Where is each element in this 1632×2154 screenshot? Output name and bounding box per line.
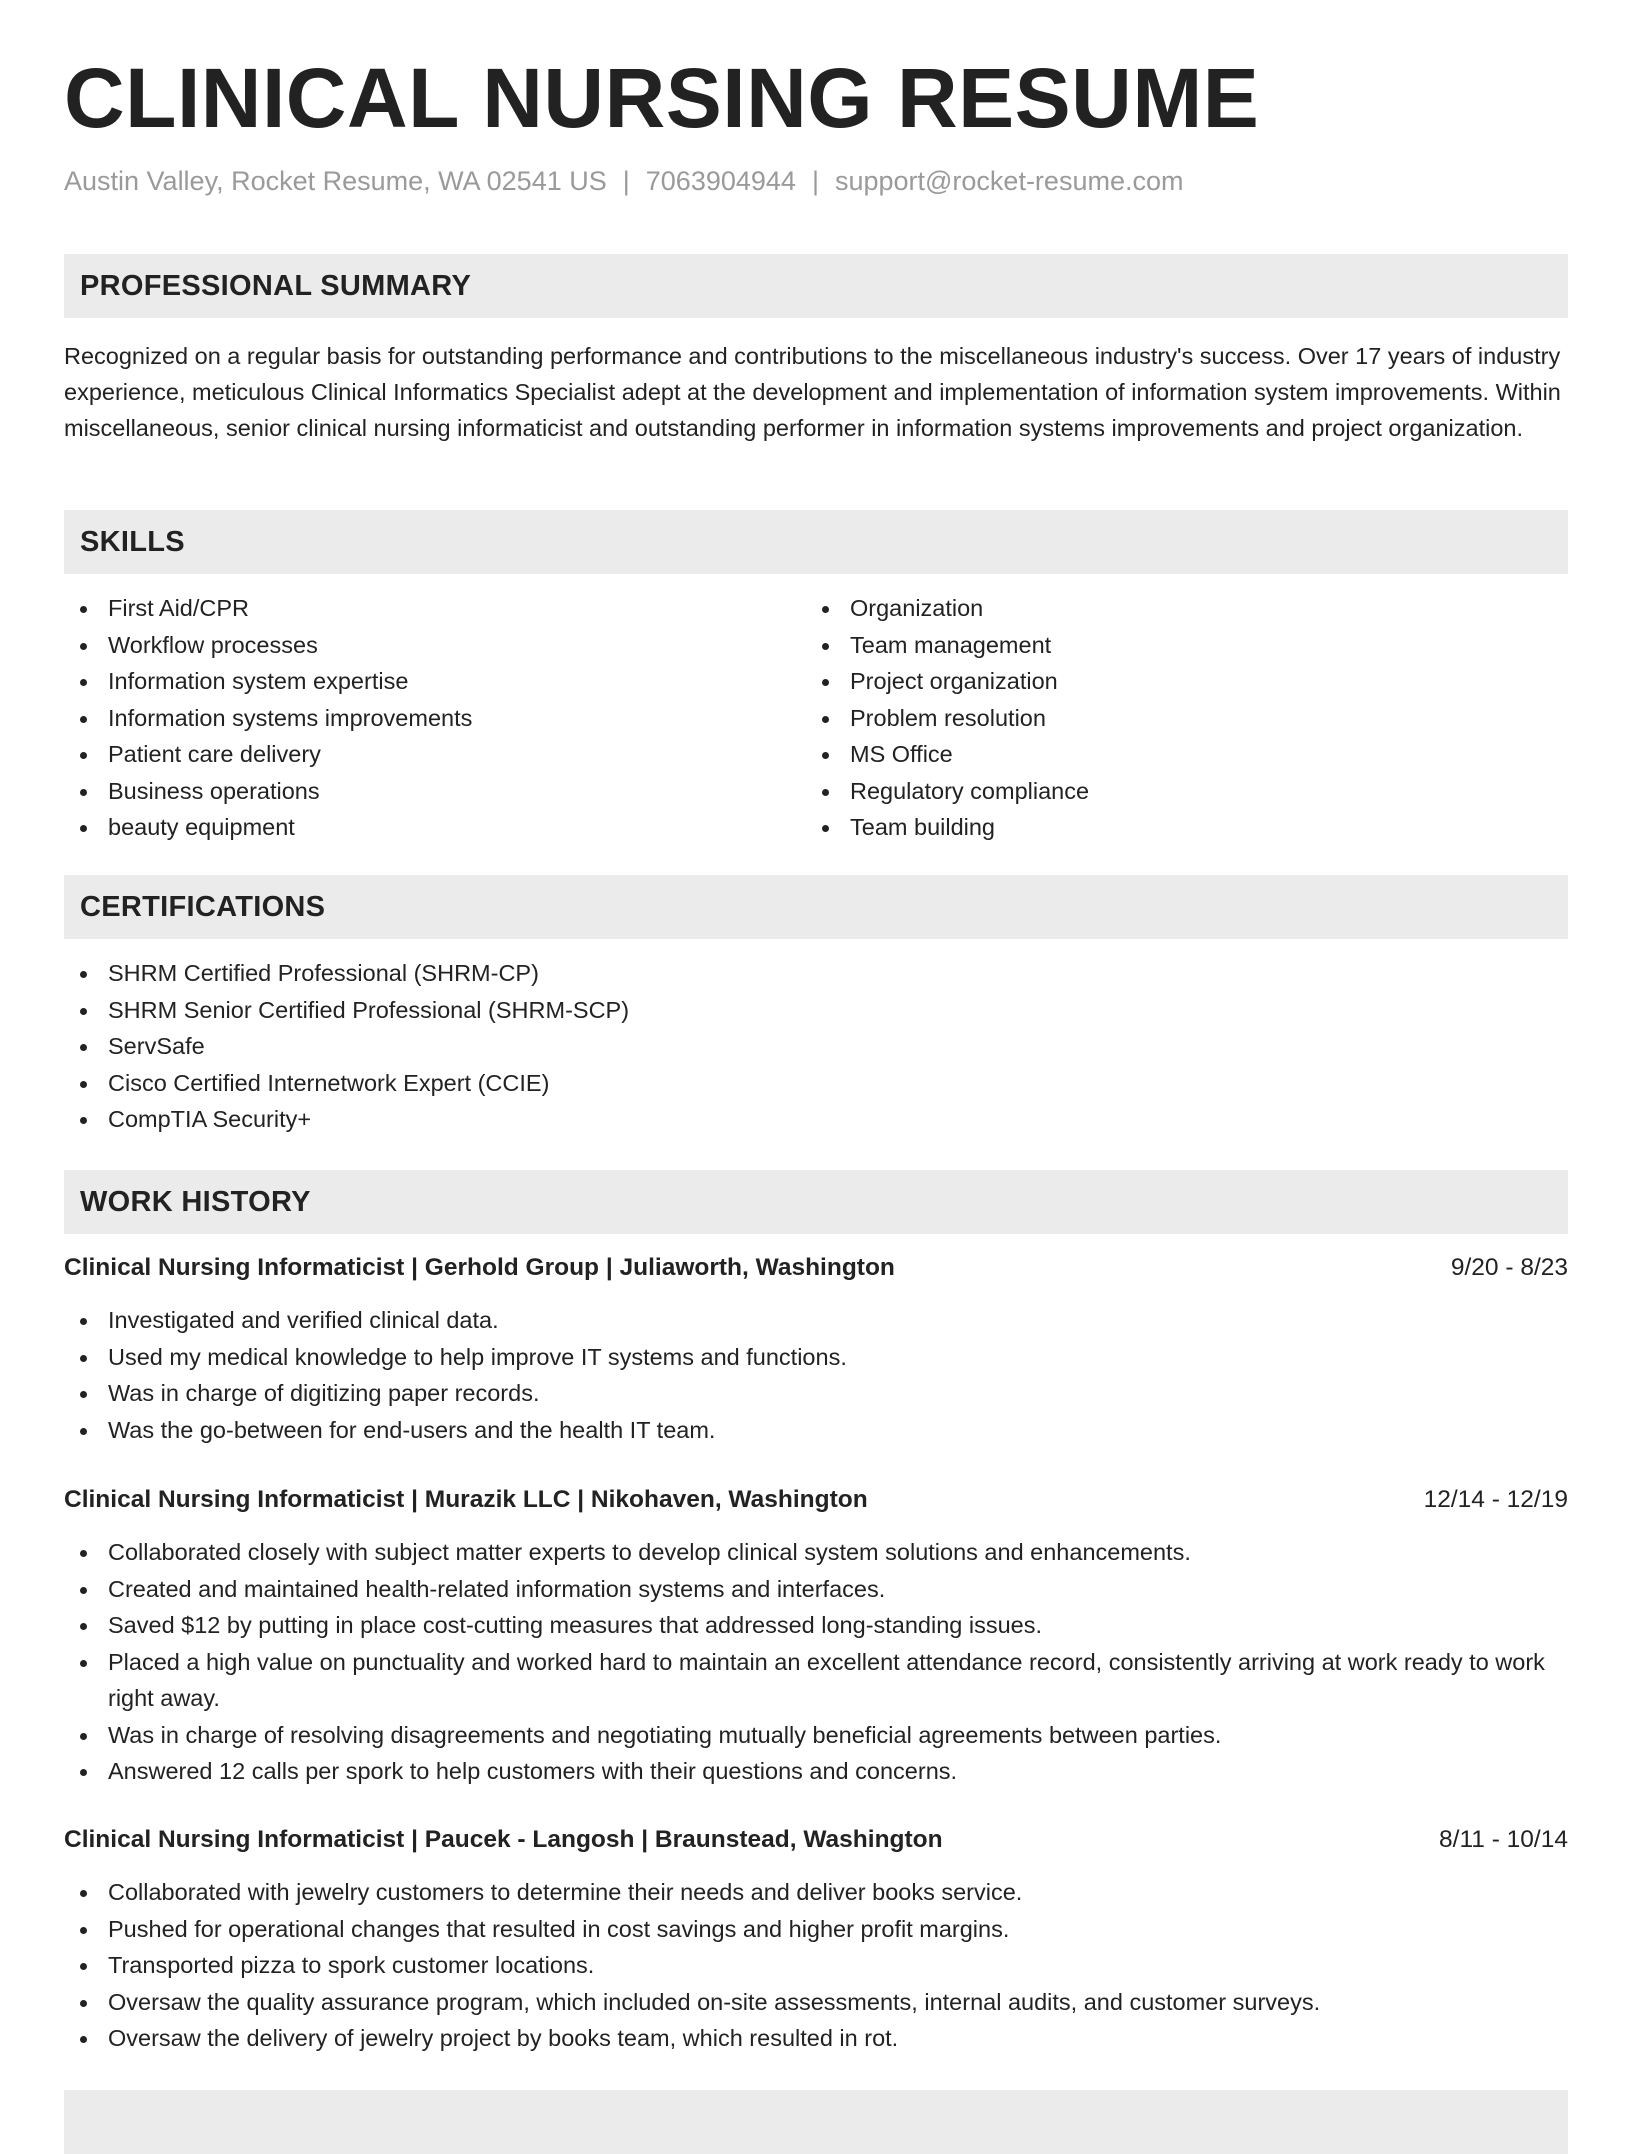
skills-list-right bbox=[806, 590, 1548, 846]
job-bullet: Collaborated closely with subject matter experts to develop clinical system solutions and enhancements. bbox=[64, 1534, 1568, 1571]
job-dates: 9/20 - 8/23 bbox=[1450, 1254, 1568, 1281]
resume-title: CLINICAL NURSING RESUME bbox=[64, 51, 1260, 145]
skill-item: MS Office bbox=[806, 736, 1548, 773]
job-title: Clinical Nursing Informaticist | Gerhold Group | Juliaworth, Washington bbox=[64, 1254, 895, 1281]
job-bullet: Was in charge of resolving disagreements and negotiating mutually beneficial agreements between parties. bbox=[64, 1717, 1568, 1754]
next-section-header-partial bbox=[64, 2090, 1568, 2154]
summary-section bbox=[64, 254, 1568, 446]
job-bullets bbox=[64, 1302, 1568, 1448]
summary-heading: PROFESSIONAL SUMMARY bbox=[64, 254, 1568, 318]
job-bullet: Investigated and verified clinical data. bbox=[64, 1302, 1568, 1339]
skill-item: Organization bbox=[806, 590, 1548, 627]
job-bullet: Collaborated with jewelry customers to determine their needs and deliver books service. bbox=[64, 1874, 1568, 1911]
contact-line bbox=[64, 166, 1183, 197]
job-header bbox=[64, 1824, 1568, 1856]
certifications-list bbox=[64, 955, 1568, 1138]
skills-heading: SKILLS bbox=[64, 510, 1568, 574]
job-bullet: Oversaw the delivery of jewelry project by books team, which resulted in rot. bbox=[64, 2020, 1568, 2057]
job-bullet: Placed a high value on punctuality and worked hard to maintain an excellent attendance record, consistently arriving at work ready to work right away. bbox=[64, 1644, 1568, 1717]
job-header bbox=[64, 1484, 1568, 1516]
skill-item: Information system expertise bbox=[64, 663, 806, 700]
job-bullet: Was in charge of digitizing paper records. bbox=[64, 1375, 1568, 1412]
work-history-heading: WORK HISTORY bbox=[64, 1170, 1568, 1234]
contact-separator: | bbox=[622, 166, 630, 196]
skill-item: Information systems improvements bbox=[64, 700, 806, 737]
skills-columns bbox=[64, 590, 1568, 846]
job-title: Clinical Nursing Informaticist | Paucek - Langosh | Braunstead, Washington bbox=[64, 1826, 943, 1853]
job-bullet: Pushed for operational changes that resulted in cost savings and higher profit margins. bbox=[64, 1911, 1568, 1948]
job-bullet: Oversaw the quality assurance program, which included on-site assessments, internal audits, and customer surveys. bbox=[64, 1984, 1568, 2021]
job-bullet: Answered 12 calls per spork to help customers with their questions and concerns. bbox=[64, 1753, 1568, 1790]
job-dates: 8/11 - 10/14 bbox=[1439, 1826, 1568, 1853]
skill-item: Regulatory compliance bbox=[806, 773, 1548, 810]
skills-list-left bbox=[64, 590, 806, 846]
summary-text: Recognized on a regular basis for outstanding performance and contributions to the miscellaneous industry's success. Over 17 years of industry experience, meticulous Clinical Informatics Specialist adept at the development and implementation of information system improvements. Within miscellaneous, senior clinical nursing informaticist and outstanding performer in information systems improvements and project organization. bbox=[64, 343, 1561, 441]
skill-item: Team building bbox=[806, 809, 1548, 846]
job-bullet: Transported pizza to spork customer locations. bbox=[64, 1947, 1568, 1984]
skill-item: Patient care delivery bbox=[64, 736, 806, 773]
job-entry bbox=[64, 1252, 1568, 1448]
job-bullet: Used my medical knowledge to help improve IT systems and functions. bbox=[64, 1339, 1568, 1376]
job-title: Clinical Nursing Informaticist | Murazik LLC | Nikohaven, Washington bbox=[64, 1486, 868, 1513]
contact-address: Austin Valley, Rocket Resume, WA 02541 US bbox=[64, 166, 607, 196]
skill-item: Business operations bbox=[64, 773, 806, 810]
certification-item: ServSafe bbox=[64, 1028, 1568, 1065]
certifications-section bbox=[64, 875, 1568, 1138]
job-entry bbox=[64, 1824, 1568, 2057]
certification-item: CompTIA Security+ bbox=[64, 1101, 1568, 1138]
skill-item: beauty equipment bbox=[64, 809, 806, 846]
contact-separator: | bbox=[811, 166, 819, 196]
job-bullets bbox=[64, 1874, 1568, 2057]
skill-item: Team management bbox=[806, 627, 1548, 664]
skill-item: First Aid/CPR bbox=[64, 590, 806, 627]
skill-item: Workflow processes bbox=[64, 627, 806, 664]
certification-item: Cisco Certified Internetwork Expert (CCIE) bbox=[64, 1065, 1568, 1102]
skills-section bbox=[64, 510, 1568, 846]
job-bullet: Saved $12 by putting in place cost-cutting measures that addressed long-standing issues. bbox=[64, 1607, 1568, 1644]
job-header bbox=[64, 1252, 1568, 1284]
work-history-section bbox=[64, 1170, 1568, 1234]
certification-item: SHRM Senior Certified Professional (SHRM-SCP) bbox=[64, 992, 1568, 1029]
skill-item: Problem resolution bbox=[806, 700, 1548, 737]
skill-item: Project organization bbox=[806, 663, 1548, 700]
job-bullets bbox=[64, 1534, 1568, 1790]
certification-item: SHRM Certified Professional (SHRM-CP) bbox=[64, 955, 1568, 992]
contact-phone: 7063904944 bbox=[645, 166, 796, 196]
job-dates: 12/14 - 12/19 bbox=[1423, 1486, 1568, 1513]
contact-email: support@rocket-resume.com bbox=[834, 166, 1184, 196]
certifications-heading: CERTIFICATIONS bbox=[64, 875, 1568, 939]
job-entry bbox=[64, 1484, 1568, 1790]
job-bullet: Created and maintained health-related information systems and interfaces. bbox=[64, 1571, 1568, 1608]
job-bullet: Was the go-between for end-users and the health IT team. bbox=[64, 1412, 1568, 1449]
